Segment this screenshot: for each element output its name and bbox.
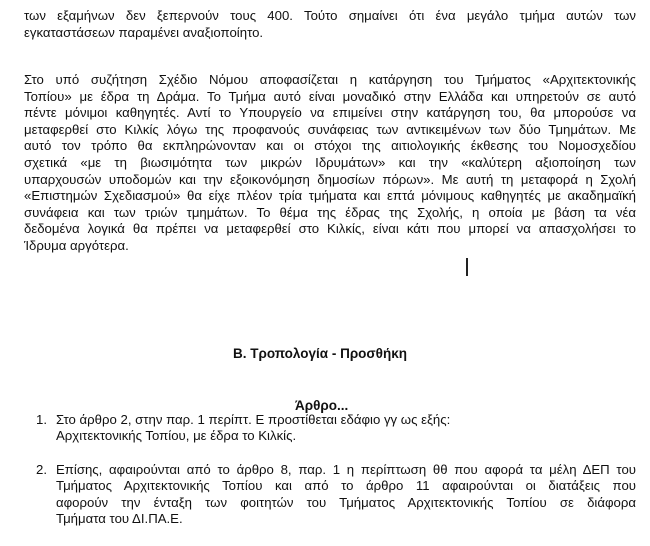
text-line: συνάφεια και των τριών τμημάτων. Το θέμα της έδρας της Σχολής, η οποία με βάση τα νέα: [24, 204, 636, 220]
text-line: Τοπίου» με έδρα τη Δράμα. Το Τμήμα αυτό είναι μοναδικό στην Ελλάδα και υπηρετούν σε αυτό: [24, 88, 636, 104]
text-line: Τμήματος Αρχιτεκτονικής Τοπίου και από το άρθρο 11 αφαιρούνται οι διατάξεις που: [56, 478, 636, 494]
text-line: [24, 155, 636, 172]
text-line: αφορούν την ένταξη των φοιτητών του Τμήματος Αρχιτεκτονικής Τοπίου σε διάφορα: [56, 494, 636, 510]
text-line: Στο υπό συζήτηση Σχέδιο Νόμου αποφασίζεται η κατάργηση του Τμήματος «Αρχιτεκτονικής: [24, 72, 636, 87]
text-line: Αρχιτεκτονικής Τοπίου, με έδρα το Κιλκίς.: [56, 428, 297, 444]
text-line: υπαρχουσών υποδομών και την εξοικονόμηση δημοσίων πόρων». Με αυτή τη μεταφορά η Σχολή: [24, 171, 636, 187]
text-line: Στο άρθρο 2, στην παρ. 1 περίπτ. Ε προστίθεται εδάφιο γγ ως εξής:: [56, 412, 451, 427]
text-line: πέντε μόνιμοι καθηγητές. Αντί το Υπουργείο να επιμείνει στην κατάργηση του, θα μπορούσε να: [24, 105, 636, 121]
text-line: αυτό τον τρόπο θα εκπληρώνονταν και οι στόχοι της αιτιολογικής έκθεσης του Νομοσχεδίου: [24, 138, 636, 154]
text-line: μεταφερθεί στο Κιλκίς λόγω της προφανούς συνάφειας των αντικειμένων των δύο Τμημάτων. Με: [24, 121, 636, 137]
text-line: εγκαταστάσεων παραμένει αναξιοποίητο.: [24, 24, 264, 40]
text-line: «Επιστημών Σχεδιασμού» θα είχε πλέον τρία τμήματα και επτά μόνιμους καθηγητές με ακαδημαϊκή: [24, 188, 636, 204]
text-cursor: [466, 258, 468, 276]
text-line: Τμήματα του ΔΙ.ΠΑ.Ε.: [56, 511, 183, 527]
paragraph-intro: [24, 8, 636, 41]
paragraph-proposal: [24, 72, 636, 255]
list-number: 1.: [36, 412, 47, 427]
text-line-content: σχετικά «με τη βιωσιμότητα των μικρών Ιδρυμάτων» και την «καλύτερη αξιοποίηση των: [24, 154, 636, 170]
list-number: 2.: [36, 462, 47, 477]
text-line: δεδομένα λογικά θα πρέπει να μεταφερθεί στο Κιλκίς, είναι κάτι που μπορεί να απασχολήσει το: [24, 221, 636, 237]
text-line: Ίδρυμα αργότερα.: [24, 237, 129, 253]
article-title: Άρθρο...: [295, 398, 349, 413]
text-line: Επίσης, αφαιρούνται από το άρθρο 8, παρ. 1 η περίπτωση θθ που αφορά τα μέλη ΔΕΠ του: [56, 462, 636, 477]
section-title: Β. Τροπολογία - Προσθήκη: [233, 346, 407, 361]
text-line: των εξαμήνων δεν ξεπερνούν τους 400. Τούτο σημαίνει ότι ένα μεγάλο τμήμα αυτών των: [24, 8, 636, 23]
